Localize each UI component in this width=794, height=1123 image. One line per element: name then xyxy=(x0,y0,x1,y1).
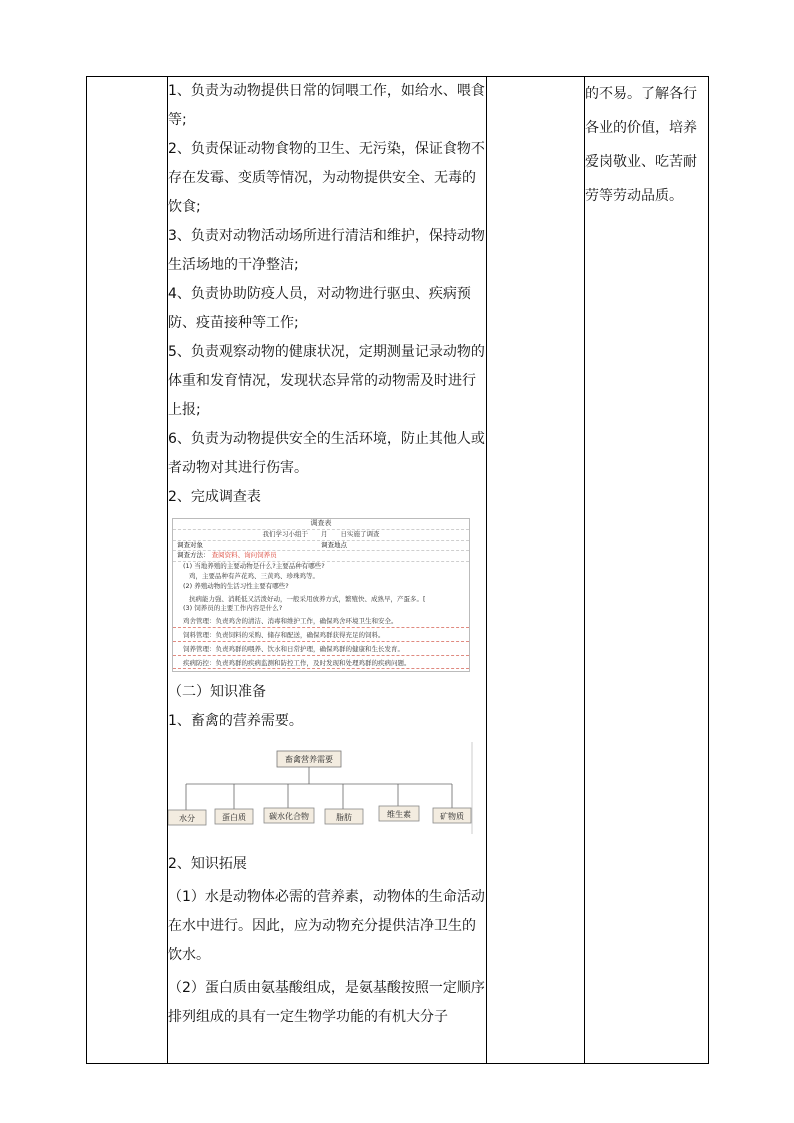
diagram-node-carbohydrate: 碳水化合物 xyxy=(269,812,309,821)
extension-paragraph: （1）水是动物体必需的营养素，动物体的生命活动在水中进行。因此，应为动物充分提供洁净卫生的饮水。 xyxy=(168,889,485,963)
duty-item: 6、负责为动物提供安全的生活环境，防止其他人或者动物对其进行伤害。 xyxy=(168,431,485,476)
duty-item: 3、负责对动物活动场所进行清洁和维护，保持动物生活场地的干净整洁; xyxy=(168,228,485,273)
survey-method-value: 查阅资料、询问饲养员 xyxy=(211,551,277,560)
survey-heading: 2、完成调查表 xyxy=(168,489,261,505)
extension-heading: 2、知识拓展 xyxy=(168,856,247,872)
survey-method-label: 调查方法： xyxy=(177,551,210,560)
goal-text: 的不易。了解各行各业的价值，培养爱岗敬业、吃苦耐劳等劳动品质。 xyxy=(585,86,697,204)
survey-answer: 抗病能力强、消耗低又活泼好动，一般采用放养方式，繁殖快、成熟早，产蛋多。[ xyxy=(189,594,426,603)
diagram-children xyxy=(168,784,471,825)
empty-cell xyxy=(87,77,168,1064)
lesson-table xyxy=(86,76,709,1064)
nutrition-diagram xyxy=(168,742,478,842)
survey-method-row xyxy=(173,551,469,562)
goal-cell xyxy=(585,77,709,1064)
diagram-node-fat: 脂肪 xyxy=(336,813,352,822)
diagram-node-protein: 蛋白质 xyxy=(222,813,246,822)
survey-form-image xyxy=(172,518,470,672)
survey-object-label: 调查对象 xyxy=(177,540,203,549)
duty-item: 2、负责保证动物食物的卫生、无污染，保证食物不存在发霉、变质等情况，为动物提供安全、无毒的饮食; xyxy=(168,141,485,215)
survey-answer: 鸡舍管理：负责鸡舍的清洁、消毒和维护工作，确保鸡舍环境卫生和安全。 xyxy=(173,617,469,628)
diagram-node-mineral: 矿物质 xyxy=(440,812,464,821)
duty-item: 5、负责观察动物的健康状况，定期测量记录动物的体重和发育情况，发现状态异常的动物需及时进行上报; xyxy=(168,344,485,418)
duty-item: 1、负责为动物提供日常的饲喂工作，如给水、喂食等; xyxy=(168,83,485,128)
survey-object-row xyxy=(173,541,469,552)
section-title: （二）知识准备 xyxy=(168,684,266,700)
diagram-node-vitamin: 维生素 xyxy=(387,810,411,819)
diagram-root-label: 畜禽营养需要 xyxy=(285,755,333,764)
content-cell xyxy=(168,77,487,1064)
survey-answer: 饲料管理：负责饲料的采购、储存和配送，确保鸡群获得充足的饲料。 xyxy=(173,631,469,642)
survey-answer: 鸡，主要品种有芦花鸡、三黄鸡、珍珠鸡等。 xyxy=(189,571,319,580)
nutrition-heading: 1、畜禽的营养需要。 xyxy=(168,713,303,729)
survey-title: 调查表 xyxy=(173,519,469,530)
empty-cell xyxy=(487,77,585,1064)
survey-question: (1) 当地养殖的主要动物是什么?主要品种有哪些? xyxy=(183,562,325,571)
table-row xyxy=(87,77,709,1064)
survey-answer: 饲养管理：负责鸡群的喂养、饮水和日常护理，确保鸡群的健康和生长发育。 xyxy=(173,645,469,656)
survey-place-label: 调查地点 xyxy=(321,540,347,549)
survey-date-line: 我们学习小组于 月 日实施了调查 xyxy=(173,530,469,541)
survey-answer: 疾病防控：负责鸡群的疾病监测和防控工作，及时发现和处理鸡群的疾病问题。 xyxy=(173,659,469,670)
survey-question: (3) 饲养员的主要工作内容是什么? xyxy=(183,604,283,613)
extension-paragraph: （2）蛋白质由氨基酸组成，是氨基酸按照一定顺序排列组成的具有一定生物学功能的有机大分子 xyxy=(168,980,485,1025)
duty-item: 4、负责协助防疫人员，对动物进行驱虫、疾病预防、疫苗接种等工作; xyxy=(168,286,471,331)
survey-question: (2) 养殖动物的生活习性主要有哪些? xyxy=(183,581,289,590)
diagram-node-water: 水分 xyxy=(179,814,195,823)
